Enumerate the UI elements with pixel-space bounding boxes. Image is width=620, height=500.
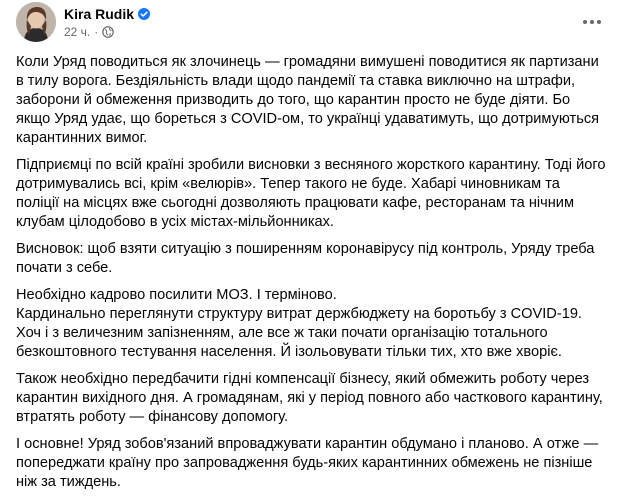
more-options-icon[interactable] bbox=[580, 12, 604, 32]
post-header bbox=[16, 2, 150, 42]
post-paragraph-6: І основне! Уряд зобов'язаний впроваджувати карантин обдумано і планово. А отже — попереджати країну про запровадження будь-яких карантинних обмежень не пізніше ніж за тиждень. bbox=[16, 436, 599, 490]
meta-separator: · bbox=[94, 24, 99, 39]
post-text bbox=[16, 53, 606, 500]
post-paragraph-2: Підприємці по всій країні зробили висновки з весняного жорсткого карантину. Тоді його дотримувались всі, крім «велюрів». Тепер такого не буде. Хабарі чиновникам та поліції на місцях вже сьогодні дозволяють працювати кафе, ресторанам та нічним клубам цілодобово в усіх містах-мільйонниках. bbox=[16, 157, 606, 230]
post-line-1: Необхідно кадрово посилити МОЗ. І терміново. bbox=[16, 287, 337, 303]
post-timestamp[interactable]: 22 ч. bbox=[64, 24, 91, 39]
author-name[interactable]: Kira Rudik bbox=[64, 5, 135, 22]
post-paragraph-1: Коли Уряд поводиться як злочинець — громадяни вимушені поводитися як партизани в тилу ворога. Бездіяльність влади щодо пандемії та ставка виключно на штрафи, заборони й обмеження призводить до того, що карантин просто не буде діяти. Бо якщо Уряд удає, що бореться з COVID-ом, то українці удаватимуть, що дотримуються карантинних вимог. bbox=[16, 54, 600, 146]
post-paragraph-4 bbox=[16, 286, 606, 362]
post-paragraph-5: Також необхідно передбачити гідні компенсації бізнесу, який обмежить роботу через карантин вихідного дня. А громадянам, які у період повного або часткового карантину, втратять роботу — фінансову допомогу. bbox=[16, 371, 603, 425]
profile-photo bbox=[16, 2, 56, 42]
verified-badge-icon bbox=[138, 8, 150, 20]
post-line-3: Хоч і з величезним запізненням, але все ж таки почати організацію тотального безкоштовного тестування населення. Й ізольовувати тільки тих, хто вже хворіє. bbox=[16, 325, 562, 360]
post-meta bbox=[64, 5, 150, 40]
post-line-2: Кардинально переглянути структуру витрат держбюджету на боротьбу з COVID-19. bbox=[16, 306, 582, 322]
author-avatar[interactable] bbox=[16, 2, 56, 42]
globe-icon[interactable] bbox=[102, 26, 114, 38]
post-paragraph-3: Висновок: щоб взяти ситуацію з поширенням коронавірусу під контроль, Уряду треба почати з себе. bbox=[16, 241, 595, 276]
